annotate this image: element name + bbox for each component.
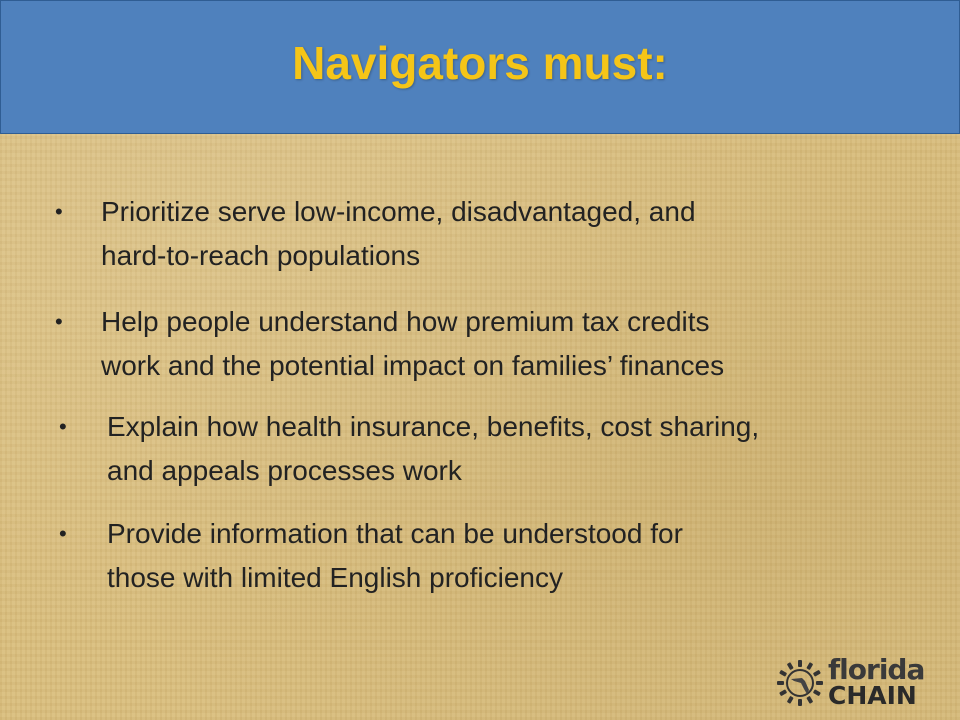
title-banner (0, 0, 960, 134)
bullet-item (55, 190, 901, 278)
logo-word-florida: florida (828, 653, 925, 686)
bullet-line: work and the potential impact on families’ finances (101, 350, 725, 381)
bullet-line: those with limited English proficiency (107, 562, 563, 593)
bullet-line: Prioritize serve low-income, disadvantaged, and (101, 196, 696, 227)
bullet-dot-icon: • (55, 309, 63, 334)
bullet-line: Provide information that can be understood for (107, 518, 683, 549)
bullet-dot-icon: • (55, 199, 63, 224)
bullet-line: Explain how health insurance, benefits, cost sharing, (107, 411, 760, 442)
bullet-line: Help people understand how premium tax credits (101, 306, 710, 337)
bullet-item (59, 512, 907, 600)
bullet-line: and appeals processes work (107, 455, 462, 486)
bullet-line: hard-to-reach populations (101, 240, 421, 271)
florida-ring-icon (776, 659, 824, 707)
bullet-item (55, 300, 901, 388)
bullet-dot-icon: • (59, 521, 67, 546)
slide-title: Navigators must: (292, 37, 668, 89)
bullet-dot-icon: • (59, 414, 67, 439)
florida-chain-logo (776, 653, 942, 713)
bullet-item (59, 405, 927, 493)
logo-word-chain: CHAIN (828, 681, 917, 710)
